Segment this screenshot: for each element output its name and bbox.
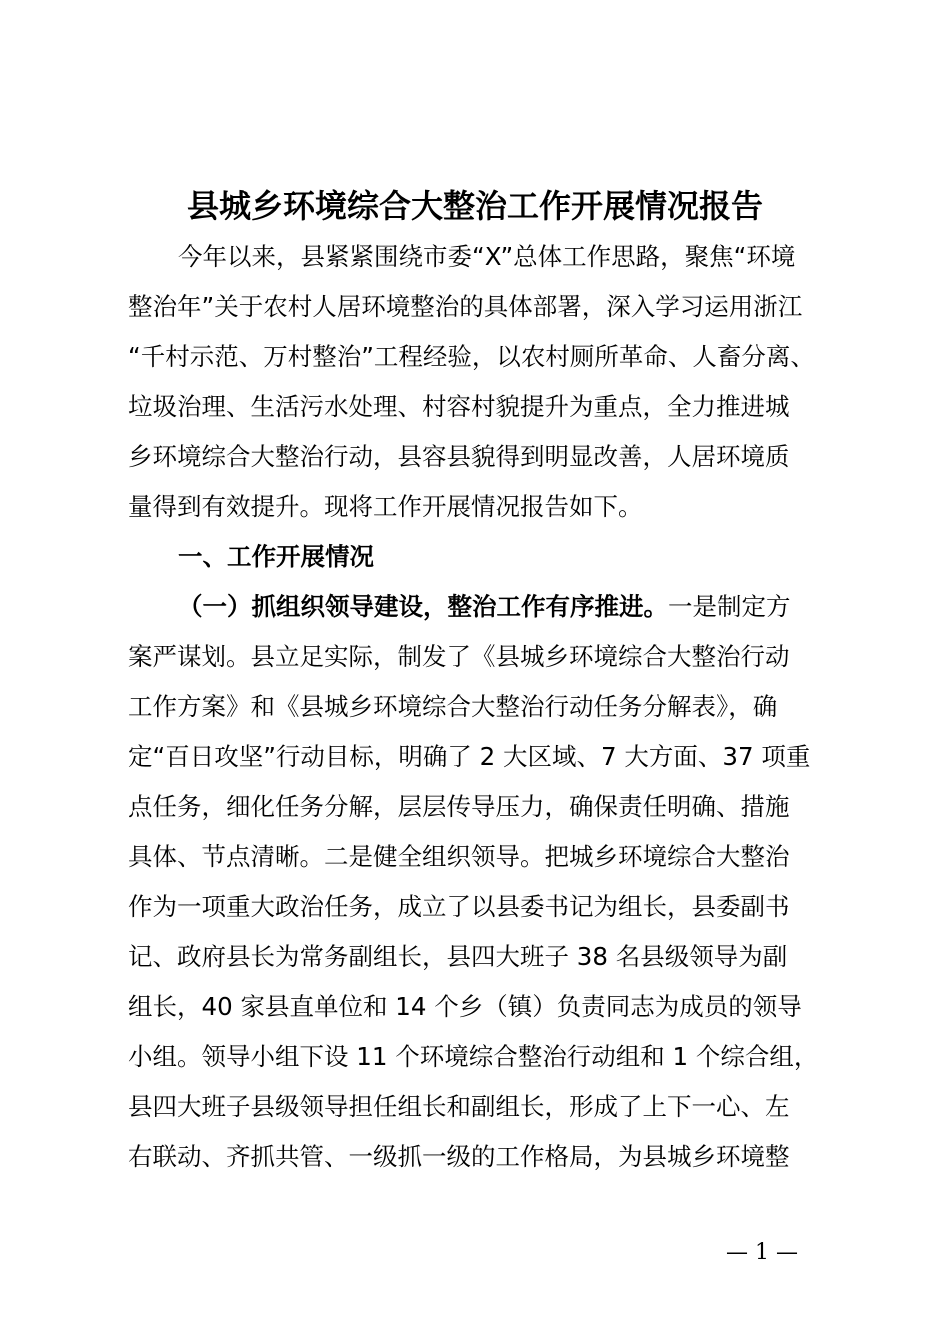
paragraph-line: 作为一项重大政治任务，成立了以县委书记为组长，县委副书 xyxy=(128,892,790,921)
paragraph-line: 具体、节点清晰。二是健全组织领导。把城乡环境综合大整治 xyxy=(128,842,790,871)
subsection-text-start: 一是制定方 xyxy=(668,592,791,621)
paragraph-line: 组长，40 家县直单位和 14 个乡（镇）负责同志为成员的领导 xyxy=(128,992,802,1021)
document-title: 县城乡环境综合大整治工作开展情况报告 xyxy=(186,187,763,225)
paragraph-line: 工作方案》和《县城乡环境综合大整治行动任务分解表》，确 xyxy=(128,692,778,721)
paragraph-line: 垃圾治理、生活污水处理、村容村貌提升为重点，全力推进城 xyxy=(128,392,790,421)
paragraph-line: 量得到有效提升。现将工作开展情况报告如下。 xyxy=(128,492,643,521)
section-heading: 一、工作开展情况 xyxy=(178,542,374,571)
paragraph-line: “千村示范、万村整治”工程经验，以农村厕所革命、人畜分离、 xyxy=(128,342,815,371)
paragraph-line: 定“百日攻坚”行动目标，明确了 2 大区域、7 大方面、37 项重 xyxy=(128,742,811,771)
paragraph-line: 乡环境综合大整治行动，县容县貌得到明显改善，人居环境质 xyxy=(128,442,790,471)
paragraph-line: 今年以来，县紧紧围绕市委“X”总体工作思路，聚焦“环境 xyxy=(178,242,796,271)
paragraph-line: 小组。领导小组下设 11 个环境综合整治行动组和 1 个综合组， xyxy=(128,1042,819,1071)
paragraph-line: 点任务，细化任务分解，层层传导压力，确保责任明确、措施 xyxy=(128,792,790,821)
paragraph-line: 案严谋划。县立足实际，制发了《县城乡环境综合大整治行动 xyxy=(128,642,790,671)
paragraph-line: 整治年”关于农村人居环境整治的具体部署，深入学习运用浙江 xyxy=(128,292,803,321)
subsection-first-line xyxy=(128,582,848,632)
paragraph-line: 县四大班子县级领导担任组长和副组长，形成了上下一心、左 xyxy=(128,1092,790,1121)
page-number: — 1 — xyxy=(726,1240,798,1265)
paragraph-line: 右联动、齐抓共管、一级抓一级的工作格局，为县城乡环境整 xyxy=(128,1142,790,1171)
subsection-heading: （一）抓组织领导建设，整治工作有序推进。 xyxy=(178,592,668,621)
document-body xyxy=(128,232,848,1182)
paragraph-line: 记、政府县长为常务副组长，县四大班子 38 名县级领导为副 xyxy=(128,942,788,971)
